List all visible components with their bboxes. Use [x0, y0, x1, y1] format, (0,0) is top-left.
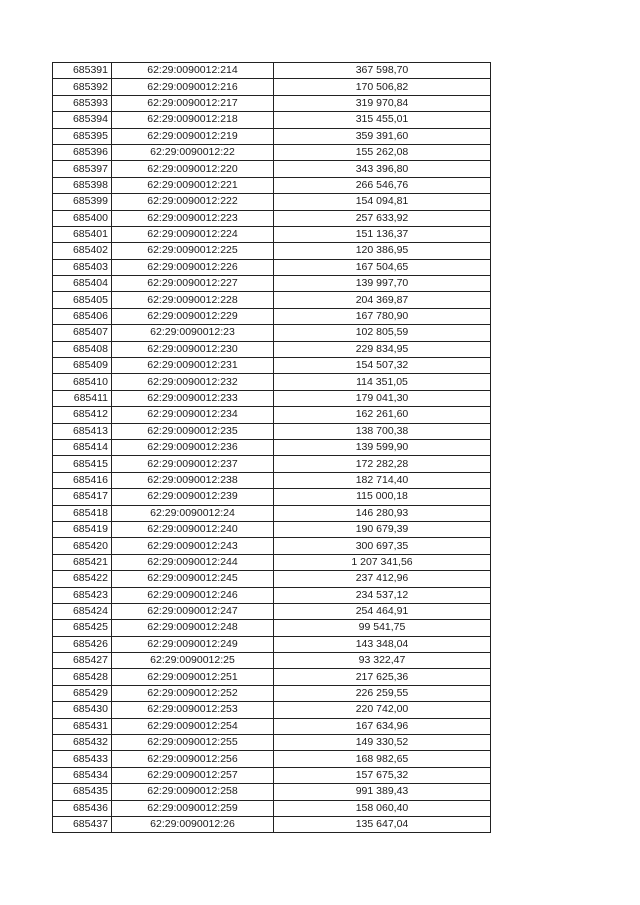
cadastral-number-cell: 62:29:0090012:217	[112, 95, 274, 111]
amount-cell: 229 834,95	[274, 341, 491, 357]
amount-cell: 139 599,90	[274, 439, 491, 455]
table-row	[53, 177, 491, 193]
cadastral-number-cell: 62:29:0090012:24	[112, 505, 274, 521]
amount-cell: 220 742,00	[274, 702, 491, 718]
row-number-cell: 685415	[53, 456, 112, 472]
row-number-cell: 685433	[53, 751, 112, 767]
amount-cell: 146 280,93	[274, 505, 491, 521]
amount-cell: 168 982,65	[274, 751, 491, 767]
cadastral-number-cell: 62:29:0090012:235	[112, 423, 274, 439]
cadastral-number-cell: 62:29:0090012:26	[112, 816, 274, 832]
row-number-cell: 685394	[53, 112, 112, 128]
amount-cell: 343 396,80	[274, 161, 491, 177]
amount-cell: 300 697,35	[274, 538, 491, 554]
amount-cell: 115 000,18	[274, 489, 491, 505]
row-number-cell: 685400	[53, 210, 112, 226]
amount-cell: 149 330,52	[274, 735, 491, 751]
cadastral-number-cell: 62:29:0090012:224	[112, 226, 274, 242]
table-row	[53, 259, 491, 275]
table-row	[53, 423, 491, 439]
amount-cell: 179 041,30	[274, 390, 491, 406]
table-row	[53, 669, 491, 685]
row-number-cell: 685410	[53, 374, 112, 390]
amount-cell: 167 780,90	[274, 308, 491, 324]
cadastral-number-cell: 62:29:0090012:221	[112, 177, 274, 193]
table-row	[53, 571, 491, 587]
cadastral-number-cell: 62:29:0090012:244	[112, 554, 274, 570]
amount-cell: 167 504,65	[274, 259, 491, 275]
table-row	[53, 161, 491, 177]
table-row	[53, 390, 491, 406]
cadastral-number-cell: 62:29:0090012:247	[112, 603, 274, 619]
cadastral-number-cell: 62:29:0090012:223	[112, 210, 274, 226]
row-number-cell: 685422	[53, 571, 112, 587]
amount-cell: 1 207 341,56	[274, 554, 491, 570]
table-row	[53, 79, 491, 95]
cadastral-number-cell: 62:29:0090012:232	[112, 374, 274, 390]
amount-cell: 234 537,12	[274, 587, 491, 603]
row-number-cell: 685411	[53, 390, 112, 406]
table-row	[53, 63, 491, 79]
table-row	[53, 194, 491, 210]
table-row	[53, 505, 491, 521]
table-row	[53, 587, 491, 603]
amount-cell: 162 261,60	[274, 407, 491, 423]
row-number-cell: 685401	[53, 226, 112, 242]
cadastral-number-cell: 62:29:0090012:246	[112, 587, 274, 603]
table-row	[53, 95, 491, 111]
cadastral-number-cell: 62:29:0090012:222	[112, 194, 274, 210]
cadastral-number-cell: 62:29:0090012:243	[112, 538, 274, 554]
amount-cell: 99 541,75	[274, 620, 491, 636]
row-number-cell: 685413	[53, 423, 112, 439]
table-row	[53, 620, 491, 636]
row-number-cell: 685421	[53, 554, 112, 570]
row-number-cell: 685423	[53, 587, 112, 603]
table-row	[53, 308, 491, 324]
row-number-cell: 685430	[53, 702, 112, 718]
amount-cell: 154 507,32	[274, 358, 491, 374]
table-row	[53, 751, 491, 767]
row-number-cell: 685412	[53, 407, 112, 423]
amount-cell: 151 136,37	[274, 226, 491, 242]
table-row	[53, 735, 491, 751]
row-number-cell: 685391	[53, 63, 112, 79]
cadastral-number-cell: 62:29:0090012:234	[112, 407, 274, 423]
table-row	[53, 489, 491, 505]
cadastral-number-cell: 62:29:0090012:254	[112, 718, 274, 734]
table-row	[53, 144, 491, 160]
row-number-cell: 685431	[53, 718, 112, 734]
amount-cell: 139 997,70	[274, 276, 491, 292]
cadastral-number-cell: 62:29:0090012:248	[112, 620, 274, 636]
row-number-cell: 685418	[53, 505, 112, 521]
amount-cell: 158 060,40	[274, 800, 491, 816]
cadastral-number-cell: 62:29:0090012:259	[112, 800, 274, 816]
amount-cell: 190 679,39	[274, 521, 491, 537]
cadastral-number-cell: 62:29:0090012:25	[112, 653, 274, 669]
row-number-cell: 685407	[53, 325, 112, 341]
amount-cell: 114 351,05	[274, 374, 491, 390]
amount-cell: 157 675,32	[274, 767, 491, 783]
amount-cell: 120 386,95	[274, 243, 491, 259]
cadastral-number-cell: 62:29:0090012:251	[112, 669, 274, 685]
amount-cell: 154 094,81	[274, 194, 491, 210]
cadastral-number-cell: 62:29:0090012:236	[112, 439, 274, 455]
row-number-cell: 685405	[53, 292, 112, 308]
row-number-cell: 685414	[53, 439, 112, 455]
table-row	[53, 702, 491, 718]
table-row	[53, 521, 491, 537]
table-row	[53, 456, 491, 472]
table-row	[53, 112, 491, 128]
row-number-cell: 685428	[53, 669, 112, 685]
amount-cell: 143 348,04	[274, 636, 491, 652]
data-table	[52, 62, 491, 833]
table-row	[53, 784, 491, 800]
row-number-cell: 685404	[53, 276, 112, 292]
cadastral-number-cell: 62:29:0090012:258	[112, 784, 274, 800]
row-number-cell: 685402	[53, 243, 112, 259]
row-number-cell: 685406	[53, 308, 112, 324]
table-row	[53, 636, 491, 652]
row-number-cell: 685397	[53, 161, 112, 177]
table-row	[53, 325, 491, 341]
amount-cell: 359 391,60	[274, 128, 491, 144]
amount-cell: 204 369,87	[274, 292, 491, 308]
cadastral-number-cell: 62:29:0090012:23	[112, 325, 274, 341]
cadastral-number-cell: 62:29:0090012:237	[112, 456, 274, 472]
amount-cell: 367 598,70	[274, 63, 491, 79]
table-row	[53, 603, 491, 619]
row-number-cell: 685396	[53, 144, 112, 160]
row-number-cell: 685419	[53, 521, 112, 537]
cadastral-number-cell: 62:29:0090012:253	[112, 702, 274, 718]
row-number-cell: 685403	[53, 259, 112, 275]
row-number-cell: 685436	[53, 800, 112, 816]
table-row	[53, 472, 491, 488]
row-number-cell: 685434	[53, 767, 112, 783]
table-body	[53, 63, 491, 833]
amount-cell: 237 412,96	[274, 571, 491, 587]
amount-cell: 167 634,96	[274, 718, 491, 734]
table-row	[53, 439, 491, 455]
cadastral-number-cell: 62:29:0090012:214	[112, 63, 274, 79]
cadastral-number-cell: 62:29:0090012:239	[112, 489, 274, 505]
row-number-cell: 685435	[53, 784, 112, 800]
row-number-cell: 685429	[53, 685, 112, 701]
cadastral-number-cell: 62:29:0090012:249	[112, 636, 274, 652]
cadastral-number-cell: 62:29:0090012:230	[112, 341, 274, 357]
table-row	[53, 341, 491, 357]
table-row	[53, 407, 491, 423]
table-row	[53, 653, 491, 669]
row-number-cell: 685409	[53, 358, 112, 374]
cadastral-number-cell: 62:29:0090012:219	[112, 128, 274, 144]
amount-cell: 93 322,47	[274, 653, 491, 669]
amount-cell: 315 455,01	[274, 112, 491, 128]
amount-cell: 170 506,82	[274, 79, 491, 95]
table-row	[53, 374, 491, 390]
table-row	[53, 538, 491, 554]
row-number-cell: 685395	[53, 128, 112, 144]
cadastral-number-cell: 62:29:0090012:229	[112, 308, 274, 324]
amount-cell: 266 546,76	[274, 177, 491, 193]
table-row	[53, 718, 491, 734]
table-row	[53, 276, 491, 292]
cadastral-number-cell: 62:29:0090012:238	[112, 472, 274, 488]
row-number-cell: 685392	[53, 79, 112, 95]
cadastral-number-cell: 62:29:0090012:257	[112, 767, 274, 783]
row-number-cell: 685416	[53, 472, 112, 488]
row-number-cell: 685427	[53, 653, 112, 669]
row-number-cell: 685420	[53, 538, 112, 554]
cadastral-number-cell: 62:29:0090012:233	[112, 390, 274, 406]
row-number-cell: 685424	[53, 603, 112, 619]
table-row	[53, 685, 491, 701]
cadastral-number-cell: 62:29:0090012:228	[112, 292, 274, 308]
cadastral-number-cell: 62:29:0090012:226	[112, 259, 274, 275]
cadastral-number-cell: 62:29:0090012:231	[112, 358, 274, 374]
amount-cell: 138 700,38	[274, 423, 491, 439]
amount-cell: 182 714,40	[274, 472, 491, 488]
cadastral-number-cell: 62:29:0090012:245	[112, 571, 274, 587]
amount-cell: 226 259,55	[274, 685, 491, 701]
table-row	[53, 816, 491, 832]
table-row	[53, 210, 491, 226]
row-number-cell: 685417	[53, 489, 112, 505]
amount-cell: 155 262,08	[274, 144, 491, 160]
amount-cell: 319 970,84	[274, 95, 491, 111]
table-row	[53, 554, 491, 570]
amount-cell: 991 389,43	[274, 784, 491, 800]
cadastral-number-cell: 62:29:0090012:255	[112, 735, 274, 751]
cadastral-number-cell: 62:29:0090012:240	[112, 521, 274, 537]
row-number-cell: 685425	[53, 620, 112, 636]
row-number-cell: 685432	[53, 735, 112, 751]
row-number-cell: 685408	[53, 341, 112, 357]
row-number-cell: 685398	[53, 177, 112, 193]
table-row	[53, 358, 491, 374]
amount-cell: 217 625,36	[274, 669, 491, 685]
amount-cell: 135 647,04	[274, 816, 491, 832]
cadastral-number-cell: 62:29:0090012:256	[112, 751, 274, 767]
cadastral-number-cell: 62:29:0090012:225	[112, 243, 274, 259]
cadastral-number-cell: 62:29:0090012:227	[112, 276, 274, 292]
row-number-cell: 685393	[53, 95, 112, 111]
table-row	[53, 226, 491, 242]
cadastral-number-cell: 62:29:0090012:218	[112, 112, 274, 128]
amount-cell: 102 805,59	[274, 325, 491, 341]
amount-cell: 254 464,91	[274, 603, 491, 619]
table-row	[53, 243, 491, 259]
amount-cell: 257 633,92	[274, 210, 491, 226]
row-number-cell: 685437	[53, 816, 112, 832]
table-row	[53, 128, 491, 144]
cadastral-number-cell: 62:29:0090012:252	[112, 685, 274, 701]
amount-cell: 172 282,28	[274, 456, 491, 472]
cadastral-number-cell: 62:29:0090012:216	[112, 79, 274, 95]
table-row	[53, 292, 491, 308]
table-row	[53, 767, 491, 783]
cadastral-number-cell: 62:29:0090012:220	[112, 161, 274, 177]
table-row	[53, 800, 491, 816]
cadastral-number-cell: 62:29:0090012:22	[112, 144, 274, 160]
row-number-cell: 685426	[53, 636, 112, 652]
row-number-cell: 685399	[53, 194, 112, 210]
